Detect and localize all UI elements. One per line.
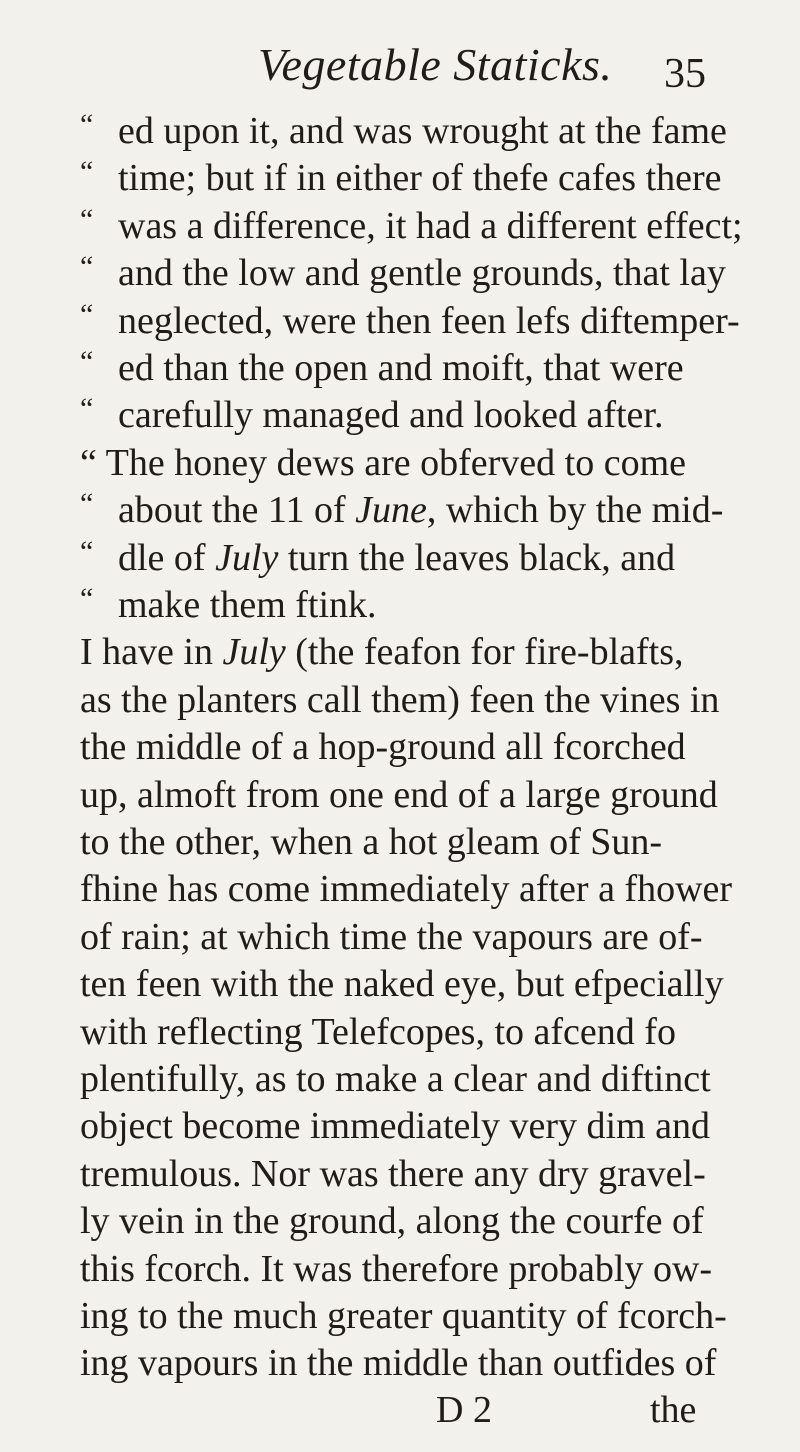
text-line: [0, 250, 800, 296]
line-text: this fcorch. It was therefore probably ow-: [80, 1247, 713, 1290]
text-line: [0, 345, 800, 391]
line-text: carefully managed and looked after.: [118, 394, 664, 437]
italic-word: July: [222, 631, 286, 674]
line-text: object become immediately very dim and: [80, 1105, 710, 1148]
quote-mark: “: [80, 297, 94, 331]
quote-mark: “: [80, 582, 94, 615]
quote-mark: “: [80, 202, 94, 236]
line-text: ing vapours in the middle than outfides of: [80, 1342, 717, 1385]
line-text: fhine has come immediately after a fhower: [80, 868, 733, 911]
page-header: [0, 38, 800, 108]
line-text: ing to the much greater quantity of fcorch-: [80, 1295, 727, 1337]
text-line: [0, 1103, 800, 1149]
text-line: [0, 914, 800, 960]
line-text: make them ftink.: [118, 584, 377, 626]
text-line: [0, 298, 800, 344]
line-text: “ The honey dews are obferved to come: [80, 441, 686, 484]
quote-mark: “: [80, 487, 94, 521]
text-line: [0, 155, 800, 201]
line-text-segment: , which by the mid-: [426, 489, 724, 532]
line-text-segment: dle of: [118, 536, 216, 579]
italic-word: July: [215, 536, 279, 579]
catchword: the: [650, 1388, 697, 1431]
line-text: neglected, were then feen lefs diftemper-: [118, 299, 740, 342]
line-text: as the planters call them) feen the vines in: [80, 678, 720, 721]
line-text: to the other, when a hot gleam of Sun-: [80, 821, 663, 863]
text-line: [0, 440, 800, 486]
quote-mark: “: [80, 392, 94, 426]
line-text: [118, 487, 723, 533]
text-line: [0, 866, 800, 912]
line-text: plentifully, as to make a clear and diftinct: [80, 1058, 711, 1100]
text-line: [0, 772, 800, 818]
line-text-segment: I have in: [80, 631, 223, 674]
italic-word: June: [355, 489, 427, 532]
line-text-segment: (the feafon for fire-blafts,: [285, 631, 684, 674]
text-line: [0, 203, 800, 249]
line-text: the middle of a hop-ground all fcorched: [80, 726, 686, 769]
quote-mark: “: [80, 250, 94, 284]
line-text: [118, 535, 675, 581]
page-number: 35: [664, 51, 706, 97]
text-line: [0, 1293, 800, 1339]
line-text: and the low and gentle grounds, that lay: [118, 252, 726, 295]
text-line: [0, 1056, 800, 1102]
line-text: ed upon it, and was wrought at the fame: [118, 110, 727, 152]
line-text: ed than the open and moift, that were: [118, 347, 684, 389]
text-line: [0, 819, 800, 865]
text-line: [0, 629, 800, 675]
quote-mark: “: [80, 155, 94, 189]
text-line: [0, 961, 800, 1007]
text-line: [0, 108, 800, 154]
line-text: ten feen with the naked eye, but efpecially: [80, 963, 724, 1006]
quote-mark: “: [80, 534, 94, 568]
text-line: [0, 677, 800, 723]
text-line: [0, 582, 800, 628]
line-text: was a difference, it had a different effect;: [118, 204, 743, 247]
line-text: up, almoft from one end of a large ground: [80, 773, 718, 816]
quote-mark: “: [80, 108, 94, 141]
text-line: [0, 1009, 800, 1055]
running-title: Vegetable Staticks.: [258, 39, 613, 90]
line-text: ly vein in the ground, along the courfe of: [80, 1200, 704, 1243]
signature-mark: D 2: [436, 1388, 492, 1431]
line-text: with reflecting Telefcopes, to afcend fo: [80, 1010, 676, 1053]
line-text-segment: about the 11 of: [118, 489, 356, 532]
text-line: [0, 535, 800, 581]
text-line: [0, 1246, 800, 1292]
text-line: [0, 1198, 800, 1244]
line-text: time; but if in either of thefe cafes there: [118, 157, 722, 200]
text-line: [0, 724, 800, 770]
quote-mark: “: [80, 345, 94, 378]
line-text: of rain; at which time the vapours are of-: [80, 915, 703, 958]
text-line: [0, 1340, 800, 1386]
text-line: [0, 1151, 800, 1197]
text-line: [0, 487, 800, 533]
text-line: [0, 392, 800, 438]
line-text: tremulous. Nor was there any dry gravel-: [80, 1152, 706, 1195]
line-text-segment: turn the leaves black, and: [278, 536, 676, 579]
line-text: [80, 629, 684, 675]
